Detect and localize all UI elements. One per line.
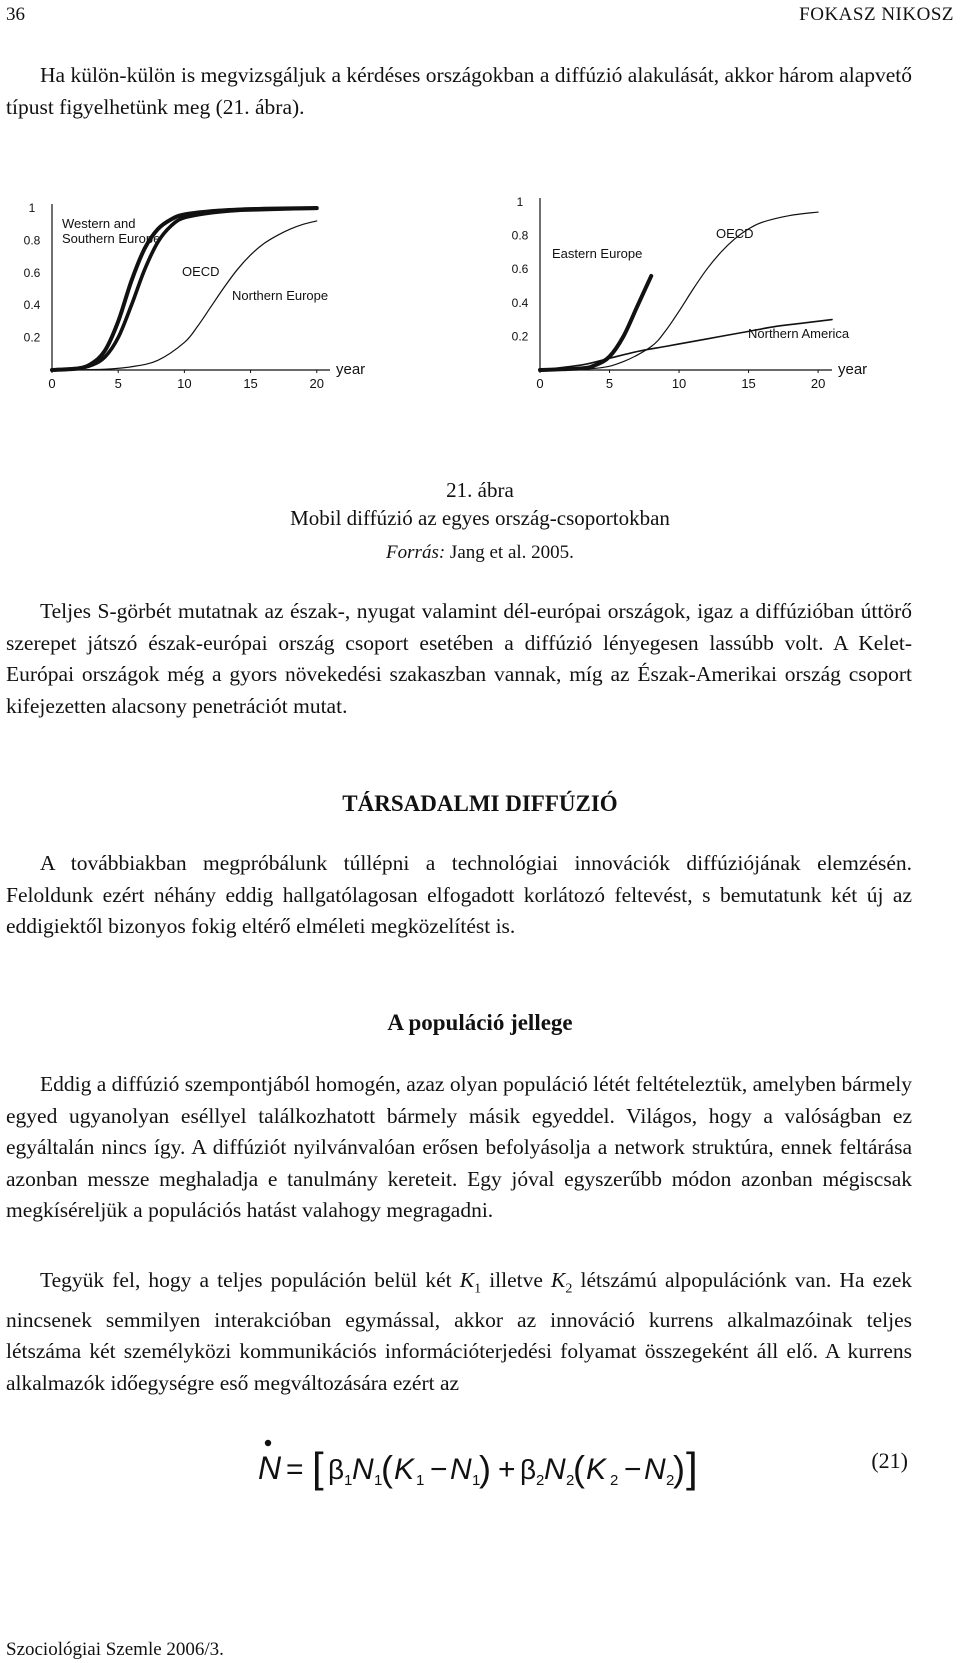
y-tick-label: 0.8 bbox=[511, 228, 529, 243]
svg-text:1: 1 bbox=[344, 1472, 353, 1489]
footer: Szociológiai Szemle 2006/3. bbox=[6, 1639, 224, 1660]
y-tick-label: 0.4 bbox=[511, 295, 529, 310]
y-tick-label: 0.8 bbox=[23, 233, 41, 248]
figure-source bbox=[0, 542, 960, 564]
svg-text:N: N bbox=[258, 1450, 282, 1486]
source-text: Jang et al. 2005. bbox=[445, 542, 574, 563]
y-tick-label: 1 bbox=[28, 201, 36, 215]
k1-symbol: K bbox=[459, 1268, 475, 1292]
x-tick-label: 0 bbox=[48, 376, 56, 391]
svg-text:+: + bbox=[498, 1453, 516, 1486]
x-axis-label: year bbox=[336, 361, 366, 378]
series-label: OECD bbox=[182, 264, 220, 279]
figure-number: 21. ábra bbox=[446, 478, 514, 502]
series-label: Northern America bbox=[748, 326, 850, 341]
running-header: FOKASZ NIKOSZ bbox=[799, 4, 954, 25]
svg-text:β: β bbox=[520, 1454, 537, 1485]
page-number: 36 bbox=[6, 4, 25, 25]
series-label: Northern Europe bbox=[232, 288, 329, 303]
svg-text:): ) bbox=[673, 1448, 685, 1489]
series-label: Western and Southern Europe bbox=[62, 216, 161, 246]
x-tick-label: 5 bbox=[114, 376, 122, 391]
equation-21 bbox=[258, 1435, 708, 1495]
x-tick-label: 0 bbox=[536, 376, 544, 391]
chart-right bbox=[512, 195, 868, 391]
x-tick-label: 10 bbox=[671, 376, 687, 391]
k2-symbol: K bbox=[551, 1268, 566, 1292]
series-line-1 bbox=[540, 276, 651, 370]
svg-text:2: 2 bbox=[666, 1472, 675, 1489]
p4-text-3: létszámú alpopulációnk van. Ha ezek nincsenek semmilyen interakcióban egymással, akkor az innováció kurrens alkalmazóinak teljes létszáma két személyközi kommunikációs információterjedési folyamat összegeként áll elő. A kurrens alkalmazók időegységre eső megváltozására ezért az bbox=[6, 1268, 912, 1395]
svg-text:]: ] bbox=[686, 1444, 698, 1491]
k2-subscript: 2 bbox=[565, 1281, 573, 1297]
svg-text:1: 1 bbox=[416, 1472, 425, 1489]
svg-text:1: 1 bbox=[472, 1472, 481, 1489]
chart-left bbox=[24, 201, 366, 391]
series-label: OECD bbox=[716, 226, 754, 241]
svg-text:(: ( bbox=[381, 1448, 393, 1489]
y-tick-label: 0.2 bbox=[511, 329, 529, 344]
svg-text:K: K bbox=[394, 1453, 415, 1486]
x-tick-label: 15 bbox=[243, 376, 258, 391]
svg-text:2: 2 bbox=[610, 1472, 619, 1489]
paragraph-3: Eddig a diffúzió szempontjából homogén, azaz olyan populáció létét feltételeztük, amelyben bármely egyed ugyanolyan eséllyel találkozhatott bármely másik egyeddel. Világos, hogy a valóságban ez egyáltalán nincs így. A diffúziót nyilvánvalóan erősen befolyásolja a network struktúra, ennek feltárása azonban messze meghaladja e tanulmány kereteit. Egy jóval egyszerűbb módon azonban mégiscsak megkíséreljük a populációs hatást valahogy megragadni. bbox=[6, 1072, 912, 1222]
figure-title: Mobil diffúzió az egyes ország-csoportokban bbox=[290, 506, 670, 530]
x-tick-label: 20 bbox=[309, 376, 324, 391]
x-axis-label: year bbox=[838, 361, 868, 378]
y-tick-label: 0.2 bbox=[23, 330, 41, 345]
svg-text:2: 2 bbox=[536, 1472, 545, 1489]
svg-text:β: β bbox=[328, 1454, 345, 1485]
source-label: Forrás: bbox=[386, 542, 446, 563]
svg-text:N: N bbox=[544, 1453, 566, 1486]
y-tick-label: 0.6 bbox=[23, 265, 41, 280]
svg-text:(: ( bbox=[573, 1448, 585, 1489]
x-tick-label: 20 bbox=[810, 376, 826, 391]
svg-text:2: 2 bbox=[566, 1472, 575, 1489]
section-heading-2: A populáció jellege bbox=[387, 1010, 573, 1035]
svg-text:K: K bbox=[586, 1453, 607, 1486]
y-tick-label: 0.6 bbox=[511, 262, 529, 277]
series-line-0 bbox=[540, 212, 818, 370]
y-tick-label: 0.4 bbox=[23, 298, 41, 313]
y-tick-label: 1 bbox=[516, 195, 524, 209]
p4-text-1: Tegyük fel, hogy a teljes populáción belül két bbox=[40, 1268, 460, 1292]
paragraph-2: A továbbiakban megpróbálunk túllépni a technológiai innovációk diffúziójának elemzésén. Feloldunk ezért néhány eddig hallgatólagosan elfogadott korlátozó feltevést, s bemutatunk két új az eddigiektől bizonyos fokig eltérő elméleti megközelítést is. bbox=[6, 851, 912, 938]
svg-text:N: N bbox=[450, 1453, 472, 1486]
svg-text:−: − bbox=[624, 1453, 642, 1486]
svg-text:1: 1 bbox=[374, 1472, 383, 1489]
svg-text:): ) bbox=[479, 1448, 491, 1489]
svg-text:=: = bbox=[286, 1453, 304, 1486]
svg-text:N: N bbox=[644, 1453, 666, 1486]
k1-subscript: 1 bbox=[474, 1281, 482, 1297]
paragraph-4 bbox=[6, 1265, 912, 1399]
x-tick-label: 15 bbox=[741, 376, 756, 391]
x-tick-label: 10 bbox=[177, 376, 192, 391]
x-tick-label: 5 bbox=[605, 376, 614, 391]
series-label: Eastern Europe bbox=[552, 246, 643, 261]
svg-text:N: N bbox=[352, 1453, 374, 1486]
svg-text:[: [ bbox=[312, 1444, 324, 1491]
p4-text-2: illetve bbox=[481, 1268, 552, 1292]
section-heading-1: TÁRSADALMI DIFFÚZIÓ bbox=[342, 791, 618, 816]
svg-text:−: − bbox=[430, 1453, 448, 1486]
equation-number: (21) bbox=[871, 1448, 908, 1473]
intro-paragraph: Ha külön-külön is megvizsgáljuk a kérdéses országokban a diffúzió alakulását, akkor három alapvető típust figyelhetünk meg (21. ábra). bbox=[6, 63, 912, 119]
paragraph-1: Teljes S-görbét mutatnak az észak-, nyugat valamint dél-európai országok, igaz a diffúzióban úttörő szerepet játszó észak-európai ország csoport esetében a diffúzió lényegesen lassúbb volt. A Kelet-Európai országok még a gyors növekedési szakaszban vannak, míg az Észak-Amerikai ország csoport kifejezetten alacsony penetrációt mutat. bbox=[6, 599, 912, 718]
diffusion-charts bbox=[0, 190, 960, 410]
